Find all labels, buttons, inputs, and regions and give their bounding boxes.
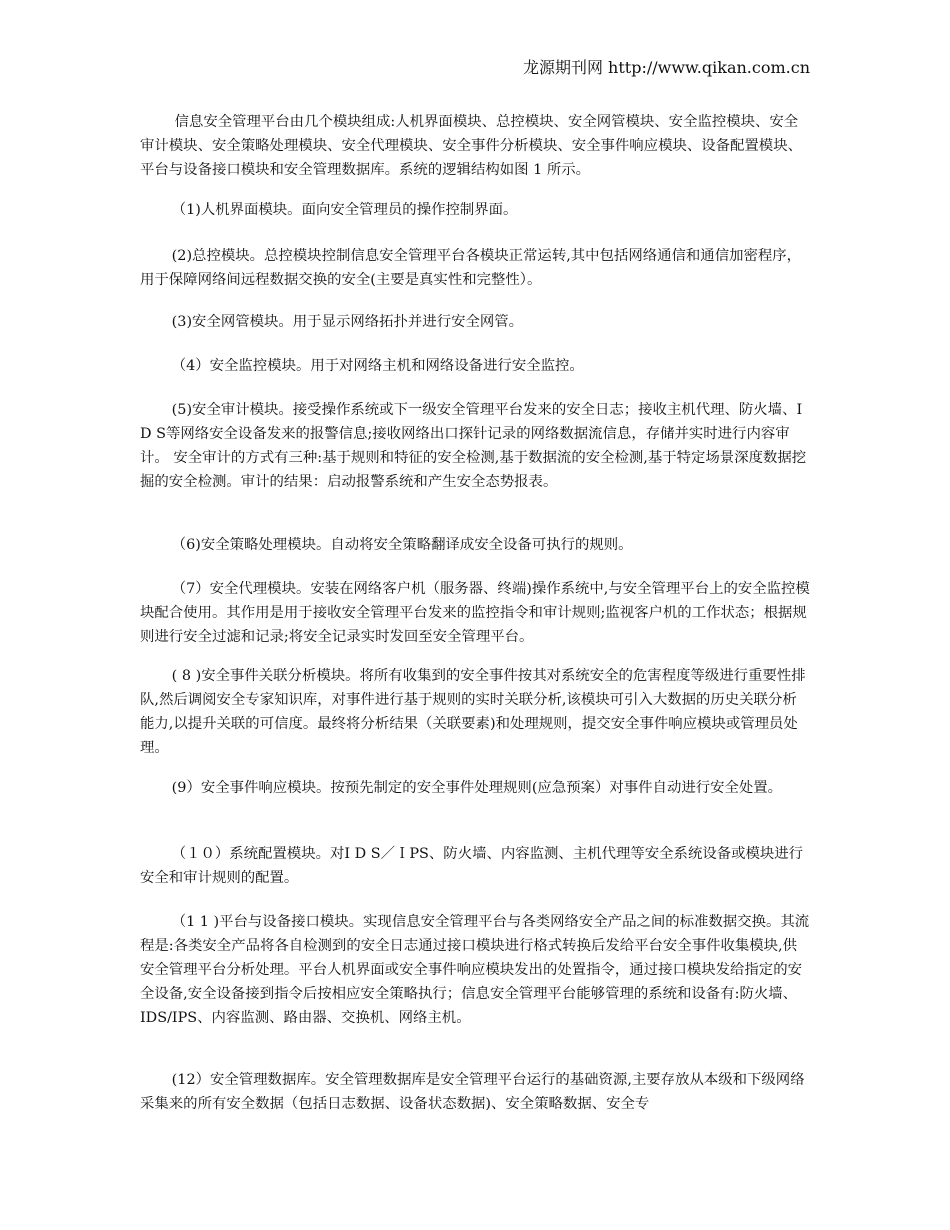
- paragraph-1: （1)人机界面模块。面向安全管理员的操作控制界面。: [171, 202, 518, 218]
- paragraph-7: （7）安全代理模块。安装在网络客户机（服务器、终端)操作系统中,与安全管理平台上的安全监控模块配合使用。其作用是用于接收安全管理平台发来的监控指令和审计规则;监视客户机的工作状态；根据规则进行安全过滤和记录;将安全记录实时发回至安全管理平台。: [140, 581, 810, 645]
- paragraph-8: ( 8 )安全事件关联分析模块。将所有收集到的安全事件按其对系统安全的危害程度等级进行重要性排队,然后调阅安全专家知识库，对事件进行基于规则的实时关联分析,该模块可引入大数据的历史关联分析能力,以提升关联的可信度。最终将分析结果（关联要素)和处理规则，提交安全事件响应模块或管理员处理。: [140, 668, 806, 756]
- paragraph-9: (9）安全事件响应模块。按预先制定的安全事件处理规则(应急预案）对事件自动进行安全处置。: [171, 780, 783, 796]
- paragraph-5: (5)安全审计模块。接受操作系统或下一级安全管理平台发来的安全日志；接收主机代理、防火墙、I D S等网络安全设备发来的报警信息;接收网络出口探针记录的网络数据流信息，存储并实时进行内容审计。 安全审计的方式有三种:基于规则和特征的安全检测,基于数据流的安全检测,基于特定场景深度数据挖掘的安全检测。审计的结果：启动报警系统和产生安全态势报表。: [140, 402, 807, 490]
- paragraph-10: （１０）系统配置模块。对I D S／ＩPS、防火墙、内容监测、主机代理等安全系统设备或模块进行安全和审计规则的配置。: [140, 846, 804, 886]
- paragraph-6: （6)安全策略处理模块。自动将安全策略翻译成安全设备可执行的规则。: [171, 537, 633, 553]
- paragraph-4: （4）安全监控模块。用于对网络主机和网络设备进行安全监控。: [171, 358, 584, 374]
- paragraph-2: (2)总控模块。总控模块控制信息安全管理平台各模块正常运转,其中包括网络通信和通信加密程序，用于保障网络间远程数据交换的安全(主要是真实性和完整性）。: [140, 248, 802, 288]
- paragraph-11: （1 1 )平台与设备接口模块。实现信息安全管理平台与各类网络安全产品之间的标准数据交换。其流程是:各类安全产品将各自检测到的安全日志通过接口模块进行格式转换后发给平台安全事件收集模块,供安全管理平台分析处理。平台人机界面或安全事件响应模块发出的处置指令，通过接口模块发给指定的安全设备,安全设备接到指令后按相应安全策略执行；信息安全管理平台能够管理的系统和设备有:防火墙、IDS/IPS、内容监测、路由器、交换机、网络主机。: [140, 914, 810, 1026]
- site-header: 龙源期刊网 http://www.qikan.com.cn: [522, 58, 810, 77]
- intro-paragraph: 信息安全管理平台由几个模块组成:人机界面模块、总控模块、安全网管模块、安全监控模块、安全审计模块、安全策略处理模块、安全代理模块、安全事件分析模块、安全事件响应模块、设备配置模块、平台与设备接口模块和安全管理数据库。系统的逻辑结构如图 1 所示。: [140, 114, 802, 178]
- paragraph-3: (3)安全网管模块。用于显示网络拓扑并进行安全网管。: [171, 314, 524, 330]
- paragraph-12: (12）安全管理数据库。安全管理数据库是安全管理平台运行的基础资源,主要存放从本级和下级网络采集来的所有安全数据（包括日志数据、设备状态数据)、安全策略数据、安全专: [140, 1072, 805, 1112]
